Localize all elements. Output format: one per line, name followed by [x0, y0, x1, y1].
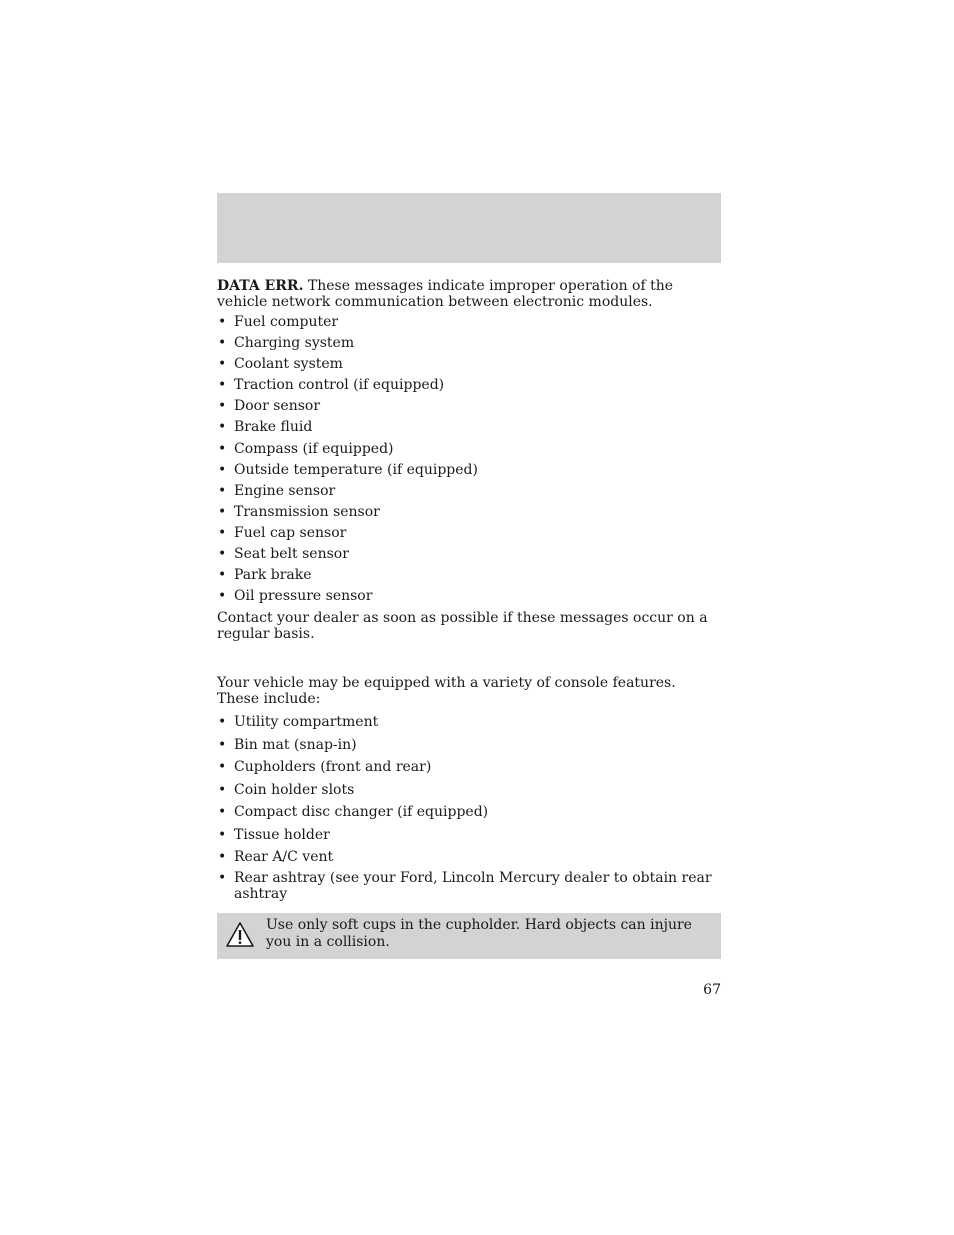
- list-item: • Transmission sensor: [217, 503, 721, 524]
- list-item: • Compact disc changer (if equipped): [217, 803, 721, 826]
- list-item: • Brake fluid: [217, 418, 721, 439]
- list-item: • Seat belt sensor: [217, 545, 721, 566]
- list-item: • Coolant system: [217, 355, 721, 376]
- section-header-band: [217, 193, 721, 263]
- data-err-label: DATA ERR.: [217, 278, 304, 294]
- warning-triangle-icon: [225, 921, 255, 948]
- list-item: • Cupholders (front and rear): [217, 758, 721, 781]
- data-err-paragraph: [217, 278, 721, 310]
- list-item: • Bin mat (snap-in): [217, 736, 721, 759]
- list-item: • Outside temperature (if equipped): [217, 461, 721, 482]
- list-item: • Door sensor: [217, 397, 721, 418]
- list-item: • Oil pressure sensor: [217, 587, 721, 608]
- list-item: • Fuel computer: [217, 313, 721, 334]
- list-item: • Coin holder slots: [217, 781, 721, 804]
- warning-text: Use only soft cups in the cupholder. Hard objects can injure you in a collision.: [266, 917, 692, 950]
- list-item: • Charging system: [217, 334, 721, 355]
- data-err-list: [217, 313, 721, 608]
- data-err-description: These messages indicate improper operation of the vehicle network communication between electronic modules.: [217, 278, 674, 310]
- list-item: • Park brake: [217, 566, 721, 587]
- console-features-list: [217, 713, 721, 902]
- list-item: • Rear A/C vent: [217, 848, 721, 871]
- list-item: • Engine sensor: [217, 482, 721, 503]
- list-item: • Utility compartment: [217, 713, 721, 736]
- list-item: • Fuel cap sensor: [217, 524, 721, 545]
- warning-box: [217, 913, 721, 959]
- list-item: • Rear ashtray (see your Ford, Lincoln Mercury dealer to obtain rear ashtray: [217, 870, 721, 902]
- page-number: 67: [703, 982, 721, 998]
- console-intro-paragraph: Your vehicle may be equipped with a variety of console features. These include:: [217, 675, 676, 707]
- dealer-contact-paragraph: Contact your dealer as soon as possible if these messages occur on a regular basis.: [217, 610, 708, 642]
- list-item: • Traction control (if equipped): [217, 376, 721, 397]
- list-item: • Compass (if equipped): [217, 440, 721, 461]
- list-item: • Tissue holder: [217, 826, 721, 849]
